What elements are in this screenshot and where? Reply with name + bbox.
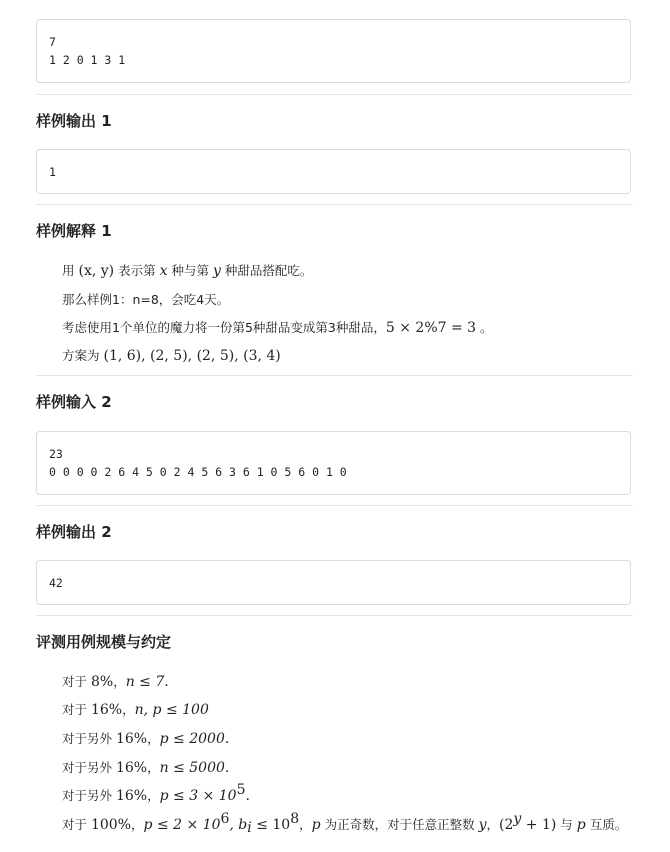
constraint-row: 对于另外 16%，n ≤ 5000. bbox=[62, 760, 230, 776]
explanation-paragraph: 考虑使用1个单位的魔力将一份第5种甜品变成第3种甜品，5 × 2%7 = 3 。 bbox=[62, 320, 493, 336]
sample-input-2-title: 样例输入 2 bbox=[36, 393, 112, 411]
explanation-paragraph: 用 (x, y) 表示第 x 种与第 y 种甜品搭配吃。 bbox=[62, 263, 313, 279]
constraint-row: 对于 8%，n ≤ 7. bbox=[62, 674, 169, 690]
divider bbox=[36, 204, 633, 205]
divider bbox=[36, 615, 633, 616]
explanation-paragraph: 那么样例1：n=8，会吃4天。 bbox=[62, 292, 230, 307]
code-line: 7 bbox=[49, 35, 56, 49]
sample-explanation-1-title: 样例解释 1 bbox=[36, 222, 112, 240]
code-line: 0 0 0 0 2 6 4 5 0 2 4 5 6 3 6 1 0 5 6 0 1 0 bbox=[49, 465, 347, 479]
constraint-row: 对于 16%，n, p ≤ 100 bbox=[62, 702, 209, 718]
code-line: 1 bbox=[49, 165, 56, 179]
constraint-row: 对于 100%，$p \le 2 \times 10^6$, $b_i \le 10^8$，p 为正奇数，对于任意正整数 y，$(2^y + 1)$ 与 p 互质。 bbox=[62, 811, 628, 836]
sample-output-1-box bbox=[36, 149, 631, 194]
divider bbox=[36, 94, 633, 95]
divider bbox=[36, 505, 633, 506]
sample-output-2-title: 样例输出 2 bbox=[36, 523, 112, 541]
code-line: 1 2 0 1 3 1 bbox=[49, 53, 126, 67]
sample-output-2-box bbox=[36, 560, 631, 605]
constraint-row: 对于另外 16%，p ≤ 2000. bbox=[62, 731, 230, 747]
constraints-title: 评测用例规模与约定 bbox=[36, 633, 172, 651]
sample-input-2-box bbox=[36, 431, 631, 495]
sample-output-1-title: 样例输出 1 bbox=[36, 112, 112, 130]
explanation-paragraph: 方案为 (1, 6), (2, 5), (2, 5), (3, 4) bbox=[62, 348, 281, 364]
constraint-row: 对于另外 16%，$p \le 3 \times 10^5$. bbox=[62, 782, 250, 804]
divider bbox=[36, 375, 633, 376]
code-line: 42 bbox=[49, 576, 63, 590]
code-line: 23 bbox=[49, 447, 63, 461]
sample-input-1-box bbox=[36, 19, 631, 83]
